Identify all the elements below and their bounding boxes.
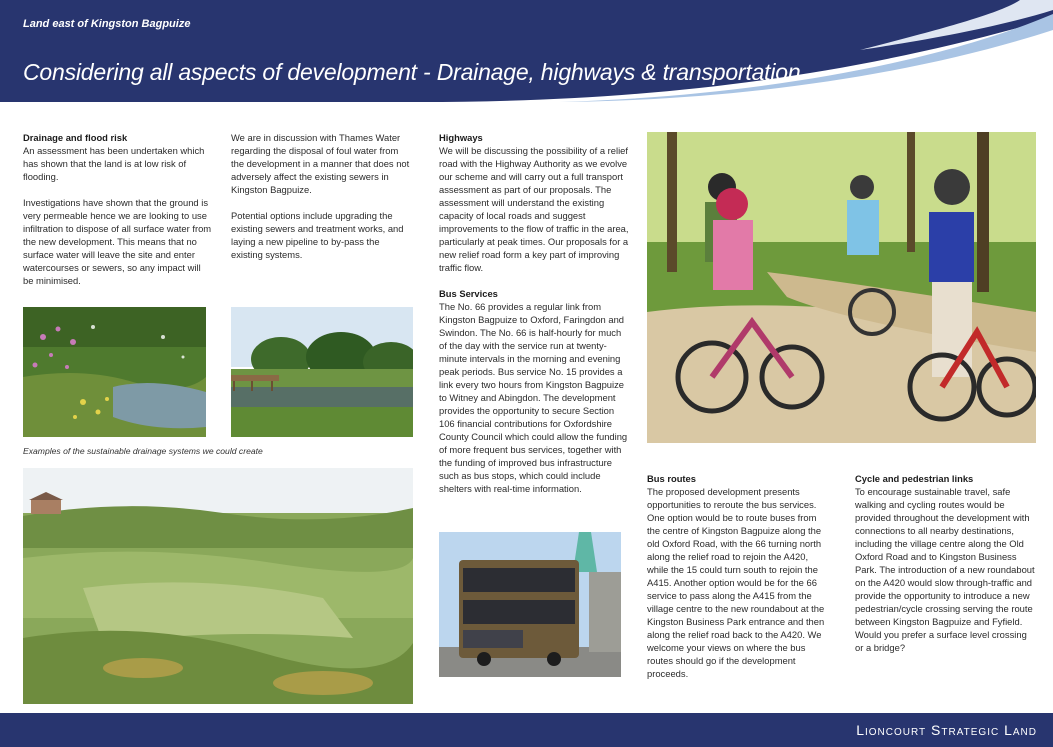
- drainage-photos-caption: Examples of the sustainable drainage systems we could create: [23, 446, 263, 456]
- family-cycling-photo: [647, 132, 1036, 443]
- drainage-section: [23, 131, 213, 300]
- highways-paragraph: We will be discussing the possibility of a relief road with the Highway Authority as we evolve our scheme and will carry out a full transport assessment as part of our proposals. The assessment will understand the existing capacity of local roads and suggest improvements to the flow of traffic in the area, particularly at peak times. Our proposals for a new relief road form a key part of improving traffic flow.: [439, 145, 629, 273]
- bus-services-paragraph: The No. 66 provides a regular link from Kingston Bagpuize to Oxford, Faringdon and Swindon. The No. 66 is half-hourly for much of the day with the service run at twenty-minute intervals in the morning and evening peak periods. Bus service No. 15 provides a link every two hours from Kingston Bagpuize to Witney and Abingdon. The development provides the opportunity to secure Section 106 financial contributions for Oxfordshire County Council which could allow the funding of more frequent bus services, together with the funding of improved bus infrastructure such as bus stops, which could include shelters with real-time information.: [439, 301, 628, 494]
- wildflower-pond-photo: [23, 307, 206, 437]
- page-title: Considering all aspects of development - Drainage, highways & transportation: [23, 59, 801, 85]
- cycle-links-paragraph: To encourage sustainable travel, safe walking and cycling routes would be provided throughout the development with connections to all nearby destinations, including the village centre along the Old Oxford Road and to Kingston Business Park. The introduction of a new roundabout on the A420 would slow through-traffic and provide the opportunity to introduce a new pedestrian/cycle crossing serving the route between Kingston Bagpuize and Fyfield. Would you prefer a surface level crossing or a bridge?: [855, 486, 1035, 653]
- drainage-paragraph-2: Investigations have shown that the ground is very permeable hence we are looking to use infiltration to dispose of all surface water from the new development. This means that no surface water will leave the site and enter watercourses or sewers, so any impact will be minimised.: [23, 197, 212, 286]
- header-banner: [0, 0, 1053, 102]
- cycle-links-section: [855, 472, 1035, 667]
- drainage-heading: Drainage and flood risk: [23, 132, 128, 143]
- bus-routes-paragraph: The proposed development presents opportunities to reroute the bus services. One option would be to route buses from the centre of Kingston Bagpuize along the old Oxford Road, with the 66 turning north along the relief road to rejoin the A420, while the 15 could turn south to rejoin the A415. Another option would be for the 66 service to pass along the A415 from the village centre to the new roundabout at the Kingston Business Park entrance and then along the relief road back to the A420. We welcome your views on where the bus routes should go if the development proceeds.: [647, 486, 825, 679]
- drainage-paragraph-1: An assessment has been undertaken which has shown that the land is at low risk of flooding.: [23, 145, 205, 182]
- thames-water-section: [231, 131, 412, 274]
- bus-routes-heading: Bus routes: [647, 473, 696, 484]
- bus-routes-section: [647, 472, 831, 693]
- footer-bar: [0, 713, 1053, 747]
- thames-water-paragraph-1: We are in discussion with Thames Water regarding the disposal of foul water from the development in a manner that does not adversely affect the existing sewers in Kingston Bagpuize.: [231, 132, 410, 195]
- highways-section: [439, 131, 629, 508]
- cycle-links-heading: Cycle and pedestrian links: [855, 473, 974, 484]
- boardwalk-pond-photo: [231, 307, 413, 437]
- footer-brand-logo: Lioncourt Strategic Land: [856, 722, 1037, 738]
- bus-services-heading: Bus Services: [439, 288, 498, 299]
- header-swoosh-graphic: [0, 0, 1053, 102]
- wetland-landscape-photo: [23, 468, 413, 704]
- bus-photo: [439, 532, 621, 677]
- highways-heading: Highways: [439, 132, 483, 143]
- thames-water-paragraph-2: Potential options include upgrading the existing sewers and treatment works, and laying a new pipeline to by-pass the existing systems.: [231, 210, 404, 260]
- document-subtitle: Land east of Kingston Bagpuize: [23, 18, 191, 30]
